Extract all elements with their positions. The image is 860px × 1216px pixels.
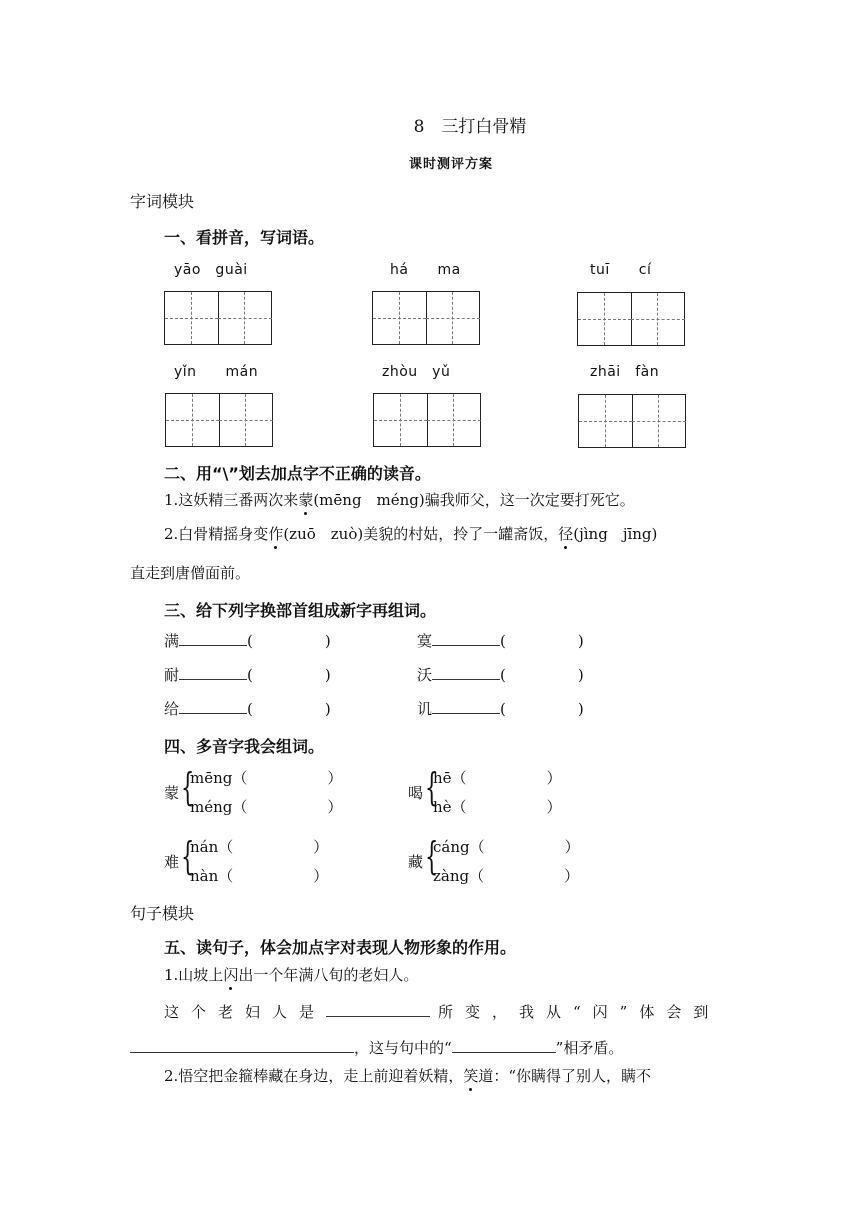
- polyphone-reading: hē（ ）: [433, 769, 562, 787]
- question-5-line-2: 这个老妇人是 所变，我从“闪”体会到: [164, 1003, 721, 1021]
- answer-blank[interactable]: [179, 679, 247, 680]
- answer-blank[interactable]: [452, 1052, 556, 1053]
- writing-grid-1[interactable]: [164, 291, 272, 345]
- radical-item: 讥 ( ): [417, 700, 584, 718]
- polyphone-char: 蒙: [164, 784, 180, 802]
- polyphone-reading: hè（ ）: [433, 798, 562, 816]
- brace-icon: {: [425, 765, 439, 809]
- writing-grid-5[interactable]: [373, 393, 481, 447]
- dotted-char: 径: [558, 525, 574, 543]
- writing-grid-2[interactable]: [372, 291, 480, 345]
- question-5-heading: 五、读句子，体会加点字对表现人物形象的作用。: [164, 938, 517, 957]
- writing-grid-3[interactable]: [577, 292, 685, 346]
- pinyin-5: zhòu yǔ: [382, 364, 451, 380]
- answer-blank[interactable]: [130, 1052, 354, 1053]
- page-title: 8 三打白骨精: [413, 117, 527, 137]
- pinyin-3: tuī cí: [590, 262, 652, 278]
- question-4-heading: 四、多音字我会组词。: [164, 737, 325, 756]
- answer-blank[interactable]: [432, 645, 500, 646]
- writing-grid-4[interactable]: [165, 393, 273, 447]
- radical-item: 给 ( ): [164, 700, 331, 718]
- pinyin-2: há ma: [390, 262, 461, 278]
- polyphone-reading: nàn（ ）: [190, 867, 329, 885]
- question-2-heading: 二、用“\”划去加点字不正确的读音。: [164, 464, 431, 483]
- writing-grid-6[interactable]: [578, 394, 686, 448]
- pinyin-1: yāo guài: [174, 262, 248, 278]
- brace-icon: {: [181, 834, 195, 878]
- question-2-sentence-2-cont: 直走到唐僧面前。: [130, 564, 251, 582]
- polyphone-reading: mēng（ ）: [190, 769, 343, 787]
- polyphone-char: 喝: [408, 784, 424, 802]
- polyphone-reading: cáng（ ）: [433, 838, 580, 856]
- dotted-char: 作: [268, 525, 284, 543]
- polyphone-char: 藏: [408, 853, 424, 871]
- brace-icon: {: [181, 765, 195, 809]
- question-5-line-3: ，这与句中的“ ”相矛盾。: [130, 1037, 623, 1058]
- question-2-sentence-2: 2.白骨精摇身变作(zuō zuò)美貌的村姑，拎了一罐斋饭，径(jìng jīng): [164, 525, 658, 543]
- question-5-sentence-1: 1.山坡上闪出一个年满八旬的老妇人。: [164, 966, 419, 984]
- brace-icon: {: [425, 834, 439, 878]
- polyphone-reading: méng（ ）: [190, 798, 343, 816]
- question-1-heading: 一、看拼音，写词语。: [164, 228, 325, 247]
- dotted-char: 闪: [223, 966, 239, 984]
- answer-blank[interactable]: [432, 679, 500, 680]
- radical-item: 满 ( ): [164, 632, 331, 650]
- question-5-sentence-2: 2.悟空把金箍棒藏在身边，走上前迎着妖精，笑道：“你瞒得了别人，瞒不: [164, 1067, 652, 1085]
- dotted-char: 蒙: [298, 491, 314, 509]
- polyphone-reading: nán（ ）: [190, 838, 329, 856]
- page-subtitle: 课时测评方案: [408, 157, 493, 172]
- module-heading-sentences: 句子模块: [130, 904, 195, 923]
- question-2-sentence-1: 1.这妖精三番两次来蒙(mēng méng)骗我师父，这一次定要打死它。: [164, 491, 635, 509]
- radical-item: 沃 ( ): [417, 666, 584, 684]
- answer-blank[interactable]: [326, 1016, 430, 1017]
- radical-item: 耐 ( ): [164, 666, 331, 684]
- polyphone-reading: zàng（ ）: [433, 867, 580, 885]
- answer-blank[interactable]: [179, 713, 247, 714]
- answer-blank[interactable]: [432, 713, 500, 714]
- radical-item: 寞 ( ): [417, 632, 584, 650]
- question-3-heading: 三、给下列字换部首组成新字再组词。: [164, 601, 437, 620]
- pinyin-6: zhāi fàn: [590, 364, 660, 380]
- answer-blank[interactable]: [179, 645, 247, 646]
- pinyin-4: yǐn mán: [174, 364, 259, 380]
- dotted-char: 笑: [463, 1067, 479, 1085]
- module-heading-words: 字词模块: [130, 192, 195, 211]
- polyphone-char: 难: [164, 853, 180, 871]
